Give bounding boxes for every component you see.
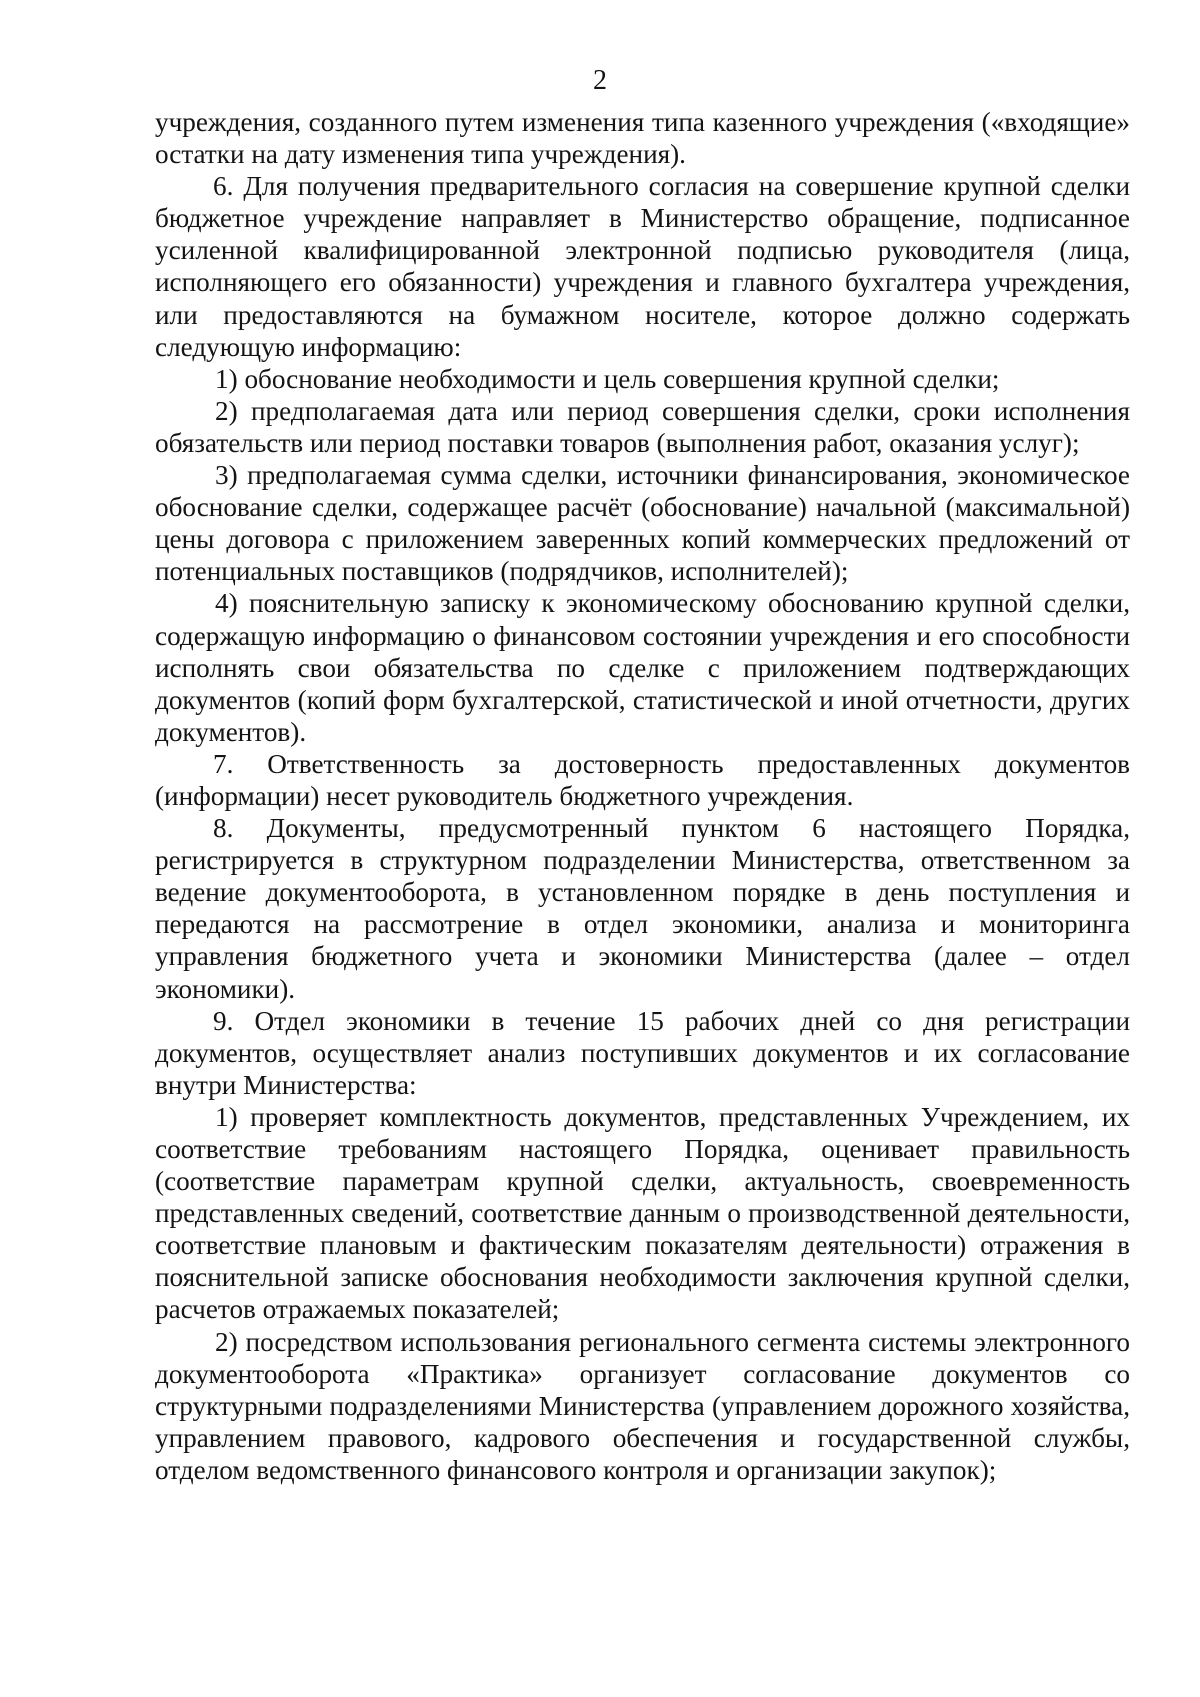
- paragraph-item-6: 6. Для получения предварительного согласия на совершение крупной сделки бюджетное учреждение направляет в Министерство обращение, подписанное усиленной квалифицированной электронной подписью руководителя (лица, исполняющего его обязанности) учреждения и главного бухгалтера учреждения, или предоставляются на бумажном носителе, которое должно содержать следующую информацию:: [155, 171, 1130, 362]
- subitem-6-3: 3) предполагаемая сумма сделки, источники финансирования, экономическое обоснование сделки, содержащее расчёт (обоснование) начальной (максимальной) цены договора с приложением заверенных копий коммерческих предложений от потенциальных поставщиков (подрядчиков, исполнителей);: [155, 460, 1130, 587]
- subitem-6-4: 4) пояснительную записку к экономическому обоснованию крупной сделки, содержащую информацию о финансовом состоянии учреждения и его способности исполнять свои обязательства по сделке с приложением подтверждающих документов (копий форм бухгалтерской, статистической и иной отчетности, других документов).: [155, 588, 1130, 747]
- page-number: 2: [593, 65, 607, 96]
- paragraph-item-7: 7. Ответственность за достоверность предоставленных документов (информации) несет руководитель бюджетного учреждения.: [155, 748, 1130, 811]
- subitem-6-1: 1) обоснование необходимости и цель совершения крупной сделки;: [215, 363, 1000, 394]
- paragraph-continuation: учреждения, созданного путем изменения типа казенного учреждения («входящие» остатки на дату изменения типа учреждения).: [155, 107, 1130, 170]
- paragraph-item-9: 9. Отдел экономики в течение 15 рабочих дней со дня регистрации документов, осуществляет анализ поступивших документов и их согласование внутри Министерства:: [155, 1005, 1130, 1100]
- subitem-6-2: 2) предполагаемая дата или период совершения сделки, сроки исполнения обязательств или период поставки товаров (выполнения работ, оказания услуг);: [155, 395, 1130, 458]
- paragraph-item-8: 8. Документы, предусмотренный пунктом 6 настоящего Порядка, регистрируется в структурном подразделении Министерства, ответственном за ведение документооборота, в установленном порядке в день поступления и передаются на рассмотрение в отдел экономики, анализа и мониторинга управления бюджетного учета и экономики Министерства (далее – отдел экономики).: [155, 813, 1130, 1004]
- subitem-9-1: 1) проверяет комплектность документов, представленных Учреждением, их соответствие требованиям настоящего Порядка, оценивает правильность (соответствие параметрам крупной сделки, актуальность, своевременность представленных сведений, соответствие данным о производственной деятельности, соответствие плановым и фактическим показателям деятельности) отражения в пояснительной записке обоснования необходимости заключения крупной сделки, расчетов отражаемых показателей;: [155, 1101, 1130, 1325]
- subitem-9-2: 2) посредством использования регионального сегмента системы электронного документооборота «Практика» организует согласование документов со структурными подразделениями Министерства (управлением дорожного хозяйства, управлением правового, кадрового обеспечения и государственной службы, отделом ведомственного финансового контроля и организации закупок);: [155, 1326, 1130, 1485]
- document-body: [155, 106, 1130, 1486]
